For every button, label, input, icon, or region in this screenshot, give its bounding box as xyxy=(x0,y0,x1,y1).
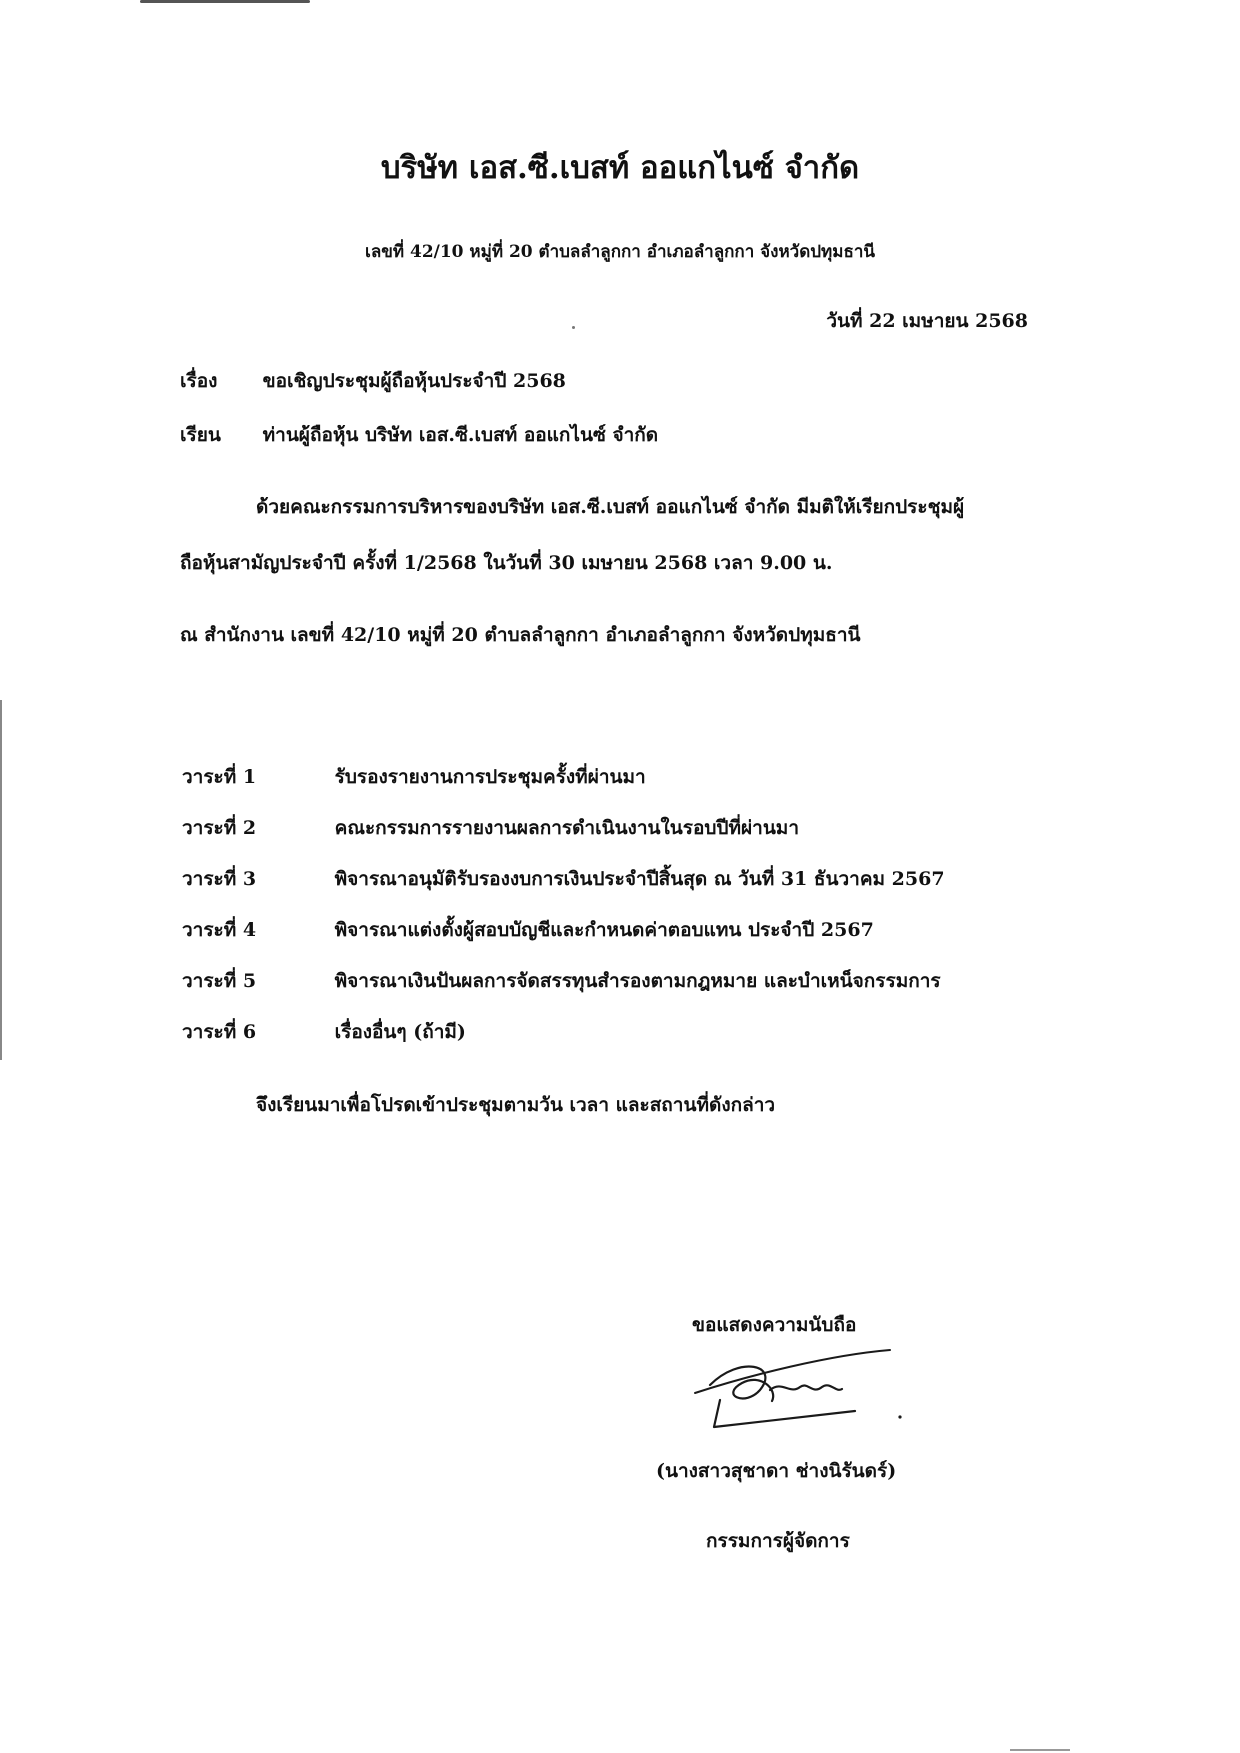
company-name: บริษัท เอส.ซี.เบสท์ ออแกไนซ์ จำกัด xyxy=(380,150,860,186)
scan-artifact-top xyxy=(140,0,310,3)
subject-row xyxy=(180,366,566,396)
agenda-text: พิจารณาแต่งตั้งผู้สอบบัญชีและกำหนดค่าตอบแทน ประจำปี 2567 xyxy=(334,919,874,941)
letter-date: วันที่ 22 เมษายน 2568 xyxy=(826,310,1028,332)
agenda-text: พิจารณาอนุมัติรับรองงบการเงินประจำปีสิ้นสุด ณ วันที่ 31 ธันวาคม 2567 xyxy=(334,868,945,890)
agenda-item-4 xyxy=(182,915,945,966)
agenda-label: วาระที่ 4 xyxy=(182,919,257,941)
body-paragraph-3: ณ สำนักงาน เลขที่ 42/10 หมู่ที่ 20 ตำบลลำลูกกา อำเภอลำลูกกา จังหวัดปทุมธานี xyxy=(180,624,861,646)
agenda-item-2 xyxy=(182,813,945,864)
agenda-text: รับรองรายงานการประชุมครั้งที่ผ่านมา xyxy=(334,766,646,788)
regards-text: ขอแสดงความนับถือ xyxy=(692,1314,857,1336)
recipient-label: เรียน xyxy=(180,424,221,446)
closing-sentence: จึงเรียนมาเพื่อโปรดเข้าประชุมตามวัน เวลา และสถานที่ดังกล่าว xyxy=(256,1094,776,1116)
body-paragraph-2: ถือหุ้นสามัญประจำปี ครั้งที่ 1/2568 ในวันที่ 30 เมษายน 2568 เวลา 9.00 น. xyxy=(180,552,833,574)
scan-artifact-bottom xyxy=(1010,1749,1070,1751)
scan-artifact-left-edge xyxy=(0,700,2,1060)
recipient-row xyxy=(180,420,658,450)
agenda-item-3 xyxy=(182,864,945,915)
agenda-text: คณะกรรมการรายงานผลการดำเนินงานในรอบปีที่ผ่านมา xyxy=(334,817,800,839)
body-paragraph-1: ด้วยคณะกรรมการบริหารของบริษัท เอส.ซี.เบสท์ ออแกไนซ์ จำกัด มีมติให้เรียกประชุมผู้ xyxy=(256,496,965,518)
recipient-text: ท่านผู้ถือหุ้น บริษัท เอส.ซี.เบสท์ ออแกไนซ์ จำกัด xyxy=(262,424,659,446)
handwritten-signature xyxy=(690,1345,910,1440)
subject-text: ขอเชิญประชุมผู้ถือหุ้นประจำปี 2568 xyxy=(262,370,566,392)
agenda-item-6 xyxy=(182,1017,945,1068)
agenda-label: วาระที่ 5 xyxy=(182,970,257,992)
scan-speck xyxy=(572,326,575,329)
agenda-label: วาระที่ 3 xyxy=(182,868,257,890)
signer-title: กรรมการผู้จัดการ xyxy=(706,1530,850,1552)
signer-name: (นางสาวสุชาดา ช่างนิรันดร์) xyxy=(656,1460,897,1482)
agenda-item-1 xyxy=(182,762,945,813)
company-address: เลขที่ 42/10 หมู่ที่ 20 ตำบลลำลูกกา อำเภอลำลูกกา จังหวัดปทุมธานี xyxy=(365,242,875,262)
agenda-label: วาระที่ 1 xyxy=(182,766,257,788)
agenda-label: วาระที่ 2 xyxy=(182,817,257,839)
agenda-text: เรื่องอื่นๆ (ถ้ามี) xyxy=(334,1021,466,1043)
agenda-label: วาระที่ 6 xyxy=(182,1021,257,1043)
subject-label: เรื่อง xyxy=(180,370,218,392)
agenda-list xyxy=(182,762,945,1068)
agenda-item-5 xyxy=(182,966,945,1017)
agenda-text: พิจารณาเงินปันผลการจัดสรรทุนสำรองตามกฎหมาย และบำเหน็จกรรมการ xyxy=(334,970,941,992)
